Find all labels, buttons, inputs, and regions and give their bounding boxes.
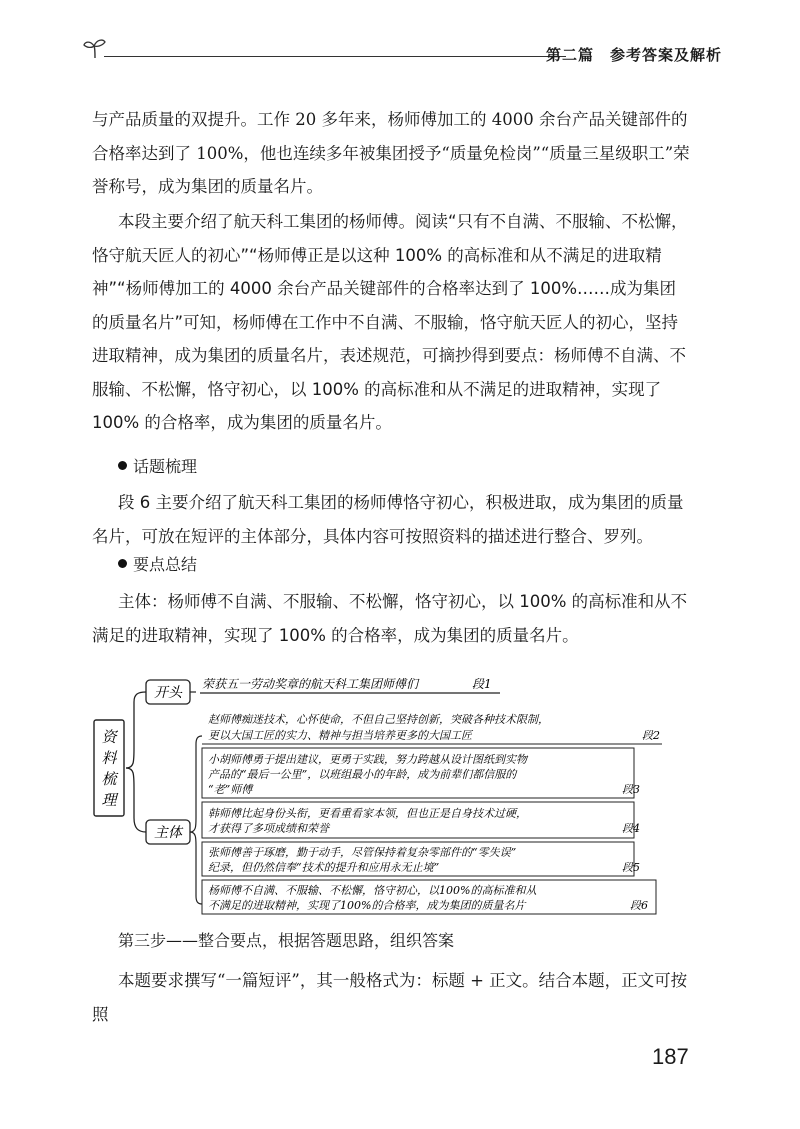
page-header	[82, 36, 722, 66]
body-item-line: 纪录，但仍然信奉“技术的提升和应用永无止境”	[208, 861, 440, 874]
body-item-tag: 段4	[622, 822, 640, 835]
root-char: 资	[101, 728, 117, 746]
header-rule	[104, 56, 566, 57]
bullet-dot-icon	[118, 461, 127, 470]
step-heading: 第三步——整合要点，根据答题思路，组织答案	[118, 931, 455, 950]
brace-open	[126, 692, 146, 768]
body-item-line: 才获得了多项成绩和荣誉	[208, 822, 329, 835]
open-item-text: 荣获五一劳动奖章的航天科工集团师傅们	[202, 677, 419, 691]
bullet-label: 话题梳理	[133, 457, 198, 476]
root-char: 梳	[101, 770, 117, 788]
paragraph-summary: 主体：杨师傅不自满、不服输、不松懈，恪守初心，以 100% 的高标准和从不满足的进取精神，实现了 100% 的合格率，成为集团的质量名片。	[92, 592, 688, 645]
bullet-dot-icon	[118, 559, 127, 568]
header-title: 第二篇 参考答案及解析	[545, 46, 722, 64]
material-outline-diagram	[90, 668, 670, 918]
paragraph-analysis: 本段主要介绍了航天科工集团的杨师傅。阅读“只有不自满、不服输、不松懈，恪守航天匠人的初心”“杨师傅正是以这种 100% 的高标准和从不满足的进取精神”“杨师傅加工的 4000 余台产品关键部件的合格率达到了 100%……成为集团的质量名片”可知，杨师傅在工作中不自满、不服输，恪守航天匠人的初心，坚持进取精神，成为集团的质量名片，表述规范，可摘抄得到要点：杨师傅不自满、不服输、不松懈，恪守初心，以 100% 的高标准和从不满足的进取精神，实现了 100% 的合格率，成为集团的质量名片。	[92, 212, 688, 432]
page-number: 187	[652, 1044, 689, 1069]
brace-body	[126, 768, 146, 832]
root-char: 理	[101, 791, 117, 809]
body-item-line: 张师傅善于琢磨，勤于动手，尽管保持着复杂零部件的“零失误”	[208, 846, 517, 859]
open-item-tag: 段1	[472, 677, 492, 691]
body-item-tag: 段5	[622, 861, 640, 874]
branch-open-label: 开头	[154, 685, 182, 701]
body-item-line: 小胡师傅勇于提出建议，更勇于实践，努力跨越从设计图纸到实物	[208, 753, 527, 766]
body-item-tag: 段6	[630, 899, 648, 912]
sprout-icon	[82, 36, 108, 62]
root-char: 料	[101, 749, 117, 767]
paragraph-continuation: 与产品质量的双提升。工作 20 多年来，杨师傅加工的 4000 余台产品关键部件的合格率达到了 100%，他也连续多年被集团授予“质量免检岗”“质量三星级职工”荣誉称号，成为集团的质量名片。	[92, 110, 690, 196]
body-item-line: 更以大国工匠的实力、精神与担当培养更多的大国工匠	[208, 729, 472, 742]
branch-body-label: 主体	[154, 825, 182, 841]
body-item-line: 产品的“最后一公里”，以班组最小的年龄，成为前辈们都信服的	[208, 768, 517, 781]
body-item-line: 韩师傅比起身份头衔，更看重看家本领，但也正是自身技术过硬，	[208, 807, 527, 820]
paragraph-topic: 段 6 主要介绍了航天科工集团的杨师傅恪守初心，积极进取，成为集团的质量名片，可放在短评的主体部分，具体内容可按照资料的描述进行整合、罗列。	[92, 493, 684, 546]
body-item-tag: 段2	[642, 729, 660, 742]
body-item-line: 不满足的进取精神，实现了100%的合格率，成为集团的质量名片	[208, 899, 526, 912]
body-item-tag: 段3	[622, 783, 640, 796]
body-item-line: 赵师傅痴迷技术，心怀使命，不但自己坚持创新，突破各种技术限制，	[208, 713, 549, 726]
paragraph-requirement: 本题要求撰写“一篇短评”，其一般格式为：标题 + 正文。结合本题，正文可按照	[92, 971, 688, 1024]
bullet-topic-sorting	[118, 454, 197, 477]
body-item-line: “老”师傅	[208, 783, 253, 796]
bullet-key-points	[118, 552, 197, 575]
body-item-line: 杨师傅不自满、不服输、不松懈，恪守初心，以100%的高标准和从	[208, 884, 537, 897]
bullet-label: 要点总结	[133, 555, 198, 574]
